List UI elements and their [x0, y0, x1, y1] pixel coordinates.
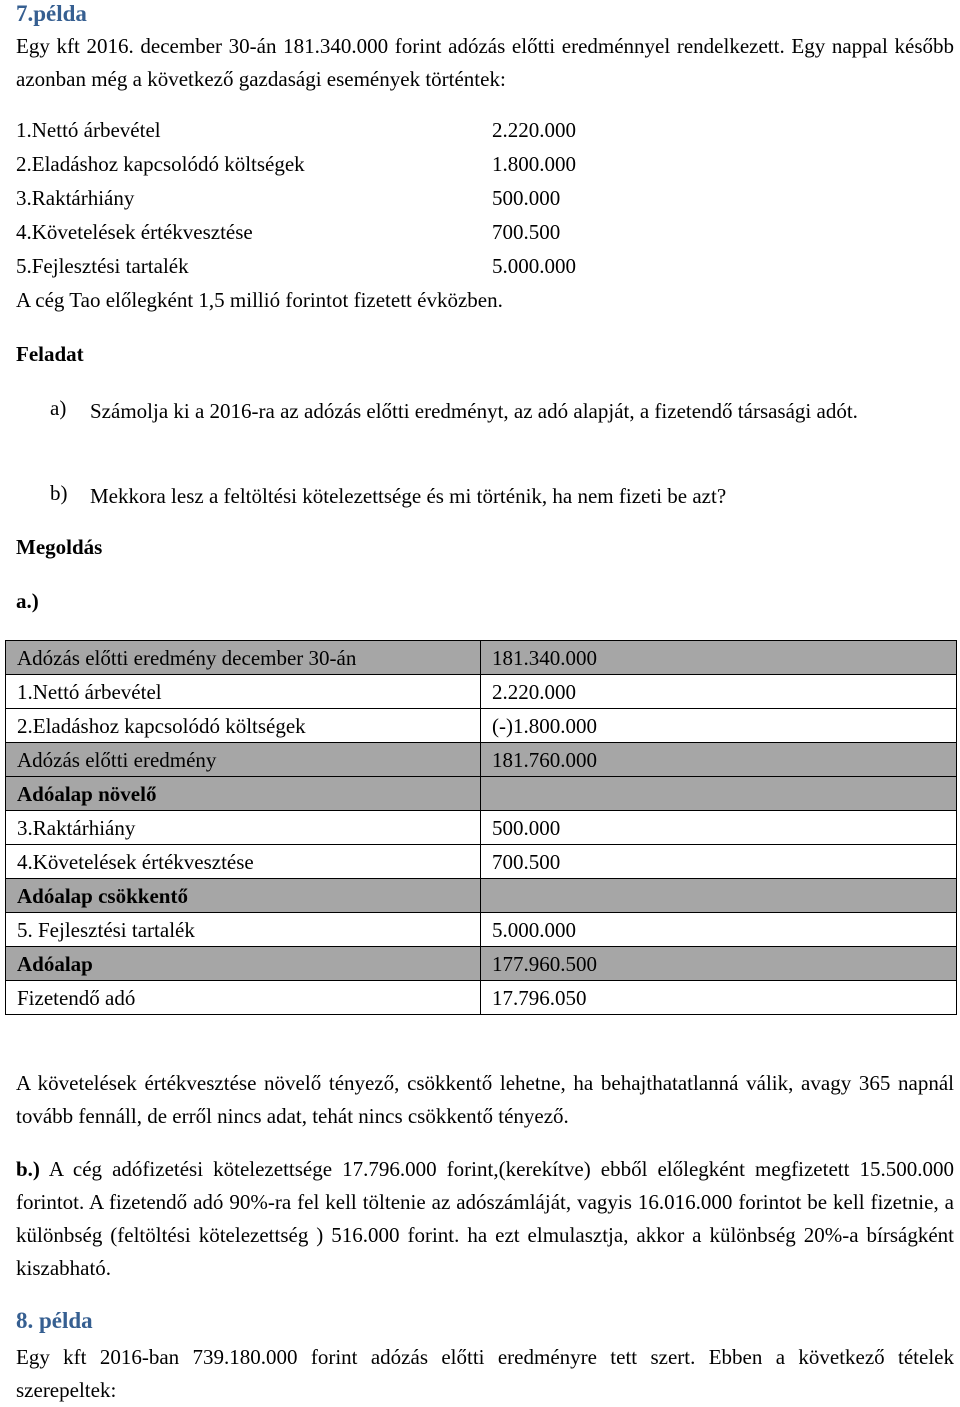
task-label: b)	[50, 481, 68, 505]
event-value: 2.220.000	[492, 118, 576, 142]
table-row	[6, 879, 957, 913]
table-row	[6, 913, 957, 947]
task-text: Számolja ki a 2016-ra az adózás előtti eredményt, az adó alapját, a fizetendő társasági adót.	[90, 399, 858, 423]
event-row: 2.Eladáshoz kapcsolódó költségek	[16, 152, 305, 176]
task-text: Mekkora lesz a feltöltési kötelezettsége és mi történik, ha nem fizeti be azt?	[90, 484, 727, 508]
solution-heading: Megoldás	[16, 535, 103, 559]
table-cell-value: 500.000	[481, 811, 957, 845]
table-cell-value: 177.960.500	[481, 947, 957, 981]
table-cell-label: Adózás előtti eredmény december 30-án	[6, 641, 481, 675]
table-row	[6, 811, 957, 845]
table-cell-value: 700.500	[481, 845, 957, 879]
calculation-table	[5, 640, 957, 1015]
event-row: 1.Nettó árbevétel	[16, 118, 161, 142]
part-b-paragraph	[16, 1153, 954, 1285]
table-row	[6, 947, 957, 981]
table-row	[6, 675, 957, 709]
table-row	[6, 845, 957, 879]
table-row	[6, 777, 957, 811]
part-b-text: A cég adófizetési kötelezettsége 17.796.000 forint,(kerekítve) ebből előlegként megfizetett 15.500.000 forintot. A fizetendő adó 90%-ra fel kell töltenie az adószámláját, vagyis 16.016.000 forintot be kell fizetnie, a különbség (feltöltési kötelezettség ) 516.000 forint. ha ezt elmulasztja, akkor a különbség 20%-a bírságként kiszabható.	[16, 1157, 954, 1280]
table-row	[6, 981, 957, 1015]
table-cell-label: Adóalap	[6, 947, 481, 981]
example8-title: 8. példa	[16, 1308, 93, 1333]
event-value: 700.500	[492, 220, 561, 244]
table-cell-label: 3.Raktárhiány	[6, 811, 481, 845]
event-value: 500.000	[492, 186, 561, 210]
table-cell-value: 5.000.000	[481, 913, 957, 947]
event-value: 1.800.000	[492, 152, 576, 176]
example7-intro: Egy kft 2016. december 30-án 181.340.000 forint adózás előtti eredménnyel rendelkezett. Egy nappal később azonban még a következő gazdasági események történtek:	[16, 34, 954, 91]
table-cell-value: 2.220.000	[481, 675, 957, 709]
tao-note: A cég Tao előlegként 1,5 millió forintot fizetett évközben.	[16, 288, 503, 312]
write-down-note: A követelések értékvesztése növelő tényező, csökkentő lehetne, ha behajthatatlanná válik, avagy 365 napnál tovább fennáll, de erről nincs adat, tehát nincs csökkentő tényező.	[16, 1071, 954, 1128]
table-cell-value: 17.796.050	[481, 981, 957, 1015]
table-cell-label: Adózás előtti eredmény	[6, 743, 481, 777]
table-cell-label: 4.Követelések értékvesztése	[6, 845, 481, 879]
part-a-label: a.)	[16, 589, 39, 613]
table-cell-label: Fizetendő adó	[6, 981, 481, 1015]
event-row: 4.Követelések értékvesztése	[16, 220, 253, 244]
example7-title: 7.példa	[16, 1, 87, 26]
table-cell-label: 2.Eladáshoz kapcsolódó költségek	[6, 709, 481, 743]
table-cell-label: Adóalap csökkentő	[6, 879, 481, 913]
example8-intro: Egy kft 2016-ban 739.180.000 forint adózás előtti eredményre tett szert. Ebben a következő tételek szerepeltek:	[16, 1345, 954, 1402]
event-row: 3.Raktárhiány	[16, 186, 135, 210]
table-cell-value: 181.340.000	[481, 641, 957, 675]
table-cell-value: (-)1.800.000	[481, 709, 957, 743]
table-row	[6, 709, 957, 743]
table-cell-label: Adóalap növelő	[6, 777, 481, 811]
table-cell-label: 1.Nettó árbevétel	[6, 675, 481, 709]
table-row	[6, 743, 957, 777]
task-label: a)	[50, 396, 67, 420]
event-row: 5.Fejlesztési tartalék	[16, 254, 189, 278]
table-row	[6, 641, 957, 675]
task-heading: Feladat	[16, 342, 84, 366]
event-value: 5.000.000	[492, 254, 576, 278]
table-cell-label: 5. Fejlesztési tartalék	[6, 913, 481, 947]
table-cell-value	[481, 777, 957, 811]
table-cell-value: 181.760.000	[481, 743, 957, 777]
table-cell-value	[481, 879, 957, 913]
part-b-label: b.)	[16, 1157, 40, 1181]
